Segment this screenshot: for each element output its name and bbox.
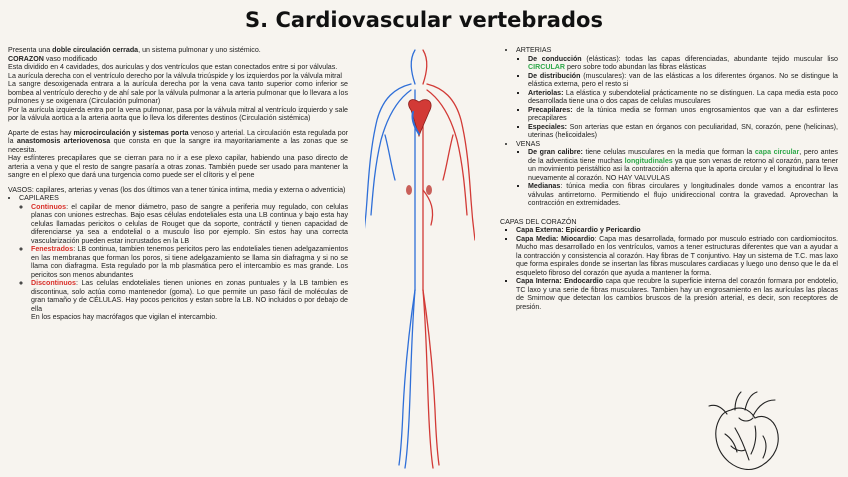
corazon-line [8, 55, 348, 64]
micro-mid: venoso y arterial. La circulación esta regulada por la [8, 128, 349, 145]
especiales-item [528, 123, 838, 140]
circular-highlight: CIRCULAR [528, 63, 566, 71]
gran-calibre-pre: tiene celulas musculares en la media que forman la [582, 148, 755, 156]
fenestrados-text: : LB continua, tambien tenemos pericitos pero las endoteliales tienen adelgazamientos en las membranas que forman los poros, si tiene adelgazamiento se llama sin diafragma y si no se llama con diafragma. Esta regulado por la mb plasmática pero el intercambio es mas grande. Los pericitos son menos abundantes [31, 245, 348, 279]
capas-title: CAPAS DEL CORAZÓN [500, 217, 577, 226]
precapilares-text: de la túnica media se forman unos engrosamientos que van a dar esfínteres precapilares [528, 105, 838, 122]
continuos-label: Continuos [31, 202, 67, 211]
capa-circular-highlight: capa circular [754, 148, 800, 156]
capa-media-label: Capa Media: Miocardio [516, 234, 595, 243]
especiales-text: Son arterias que estan en órganos con peculiaridad, SN, corazón, pene (helicinas), uterinas (helicoidales) [528, 122, 838, 139]
continuos-text: : el capilar de menor diámetro, paso de sangre a periferia muy regulado, con celulas planas con uniones estrechas. Bajo esas células endoteliales esta una LB continua y bajo esta hay celulas llamadas pericitos o celulas de Rouget que da soporte, contráctil y tienen capacidad de diferenciarse ya sea a endotelial o a musculo liso por ejemplo. Sin estos hay una correcta vascularización pueden estar incrustados en la LB [31, 202, 348, 245]
capilares-list [8, 194, 348, 322]
arterias-item [516, 46, 838, 140]
precapilares-label: Precapilares: [528, 105, 573, 114]
paragraph-cavidades: Esta dividido en 4 cavidades, dos auriculas y dos ventrículos que estan conectados entre si por válvulas. [8, 63, 338, 71]
capa-interna-label: Capa Interna: Endocardio [516, 277, 604, 285]
discontinuos-extra: En los espacios hay macrófagos que vigilan el intercambio. [31, 313, 218, 321]
discontinuos-text: : Las celulas endoteliales tienen uniones en zonas puntuales y la LB tambien es discontinua, solo actúa como mantenedor (goma). Lo que permite un paso fácil de moléculas de gran tamaño y de CÉLULAS. Hay pocos pericitos y estan sobre la LB. NO incluidos o por debajo de ella [31, 279, 348, 313]
capas-list [505, 226, 838, 311]
capa-media-text: : Capa mas desarrollada, formado por musculo estriado con cardiomiocitos. Mucho mas desarrollado en los ventrículos, vamos a tener estructuras diferentes que van a ayudar a la contracción y consistencia al corazón. Hay fibras de T conjuntivo. Hay un sistema de T.C. mas laxo que forma espirales donde se insertan las fibras musculares cardiacas y luego uno denso que le da el esqueleto fibroso del corazón que ayuda a mantener la forma. [516, 234, 838, 277]
paragraph-circulacion-pulmonar: La sangre desoxigenada entrara a la aurícula derecha por la vena cava tanto superior como inferior se bombea al ventrículo derecho y de ahí sale por la válvula pulmonar a la arteria pulmonar que lo llevara a los pulmones y se oxigenara (Circulación pulmonar) [8, 80, 348, 105]
intro-bold: doble circulación cerrada [52, 46, 139, 54]
arterias-types [516, 55, 838, 140]
intro-post: , un sistema pulmonar y uno sistémico. [138, 46, 261, 54]
especiales-label: Especiales: [528, 122, 568, 131]
arteries [423, 50, 475, 468]
medianas-label: Medianas [528, 182, 561, 190]
circulatory-system-illustration [365, 40, 475, 470]
distribucion-text: (musculares): van de las elásticas a los diferentes órganos. No se distingue la elástica externa, pero el resto si [528, 71, 838, 88]
left-kidney-shape [406, 185, 412, 195]
page-title: S. Cardiovascular vertebrados [245, 8, 603, 32]
micro-post: que consta en que la sangre ira mayoritariamente a las zonas que se necesita. [8, 137, 348, 154]
conduccion-label: De conducción [528, 54, 582, 63]
corazon-post: vaso modificado [43, 54, 98, 63]
capilares-item [19, 194, 348, 322]
right-kidney-shape [426, 185, 432, 195]
capa-interna-text: capa que recubre la superficie interna del corazón formara por endotelio, TC laxo y una serie de fibras musculares. Tambien hay un engrosamiento en las aurículas las placas de Smirnow que detectan los cambios bruscos de la presión arterial, es decir, son receptores de presión. [516, 277, 838, 311]
venas-item [516, 140, 838, 208]
conduccion-post: pero sobre todo abundan las fibras elásticas [565, 63, 707, 71]
conduccion-item [528, 55, 838, 72]
capa-media-item [516, 235, 838, 278]
conduccion-pre: (elásticas): todas las capas diferenciadas, abundante tejido muscular liso [581, 54, 838, 63]
venas-label: VENAS [516, 139, 541, 148]
distribucion-item [528, 72, 838, 89]
arteriolas-label: Arteriolas: [528, 88, 564, 97]
anastomosis-bold: anastomosis arteriovenosa [16, 137, 111, 145]
paragraph-circulacion-sistemica: Por la aurícula izquierda entra por la vena pulmonar, pasa por la válvula mitral al ventrículo izquierdo y sale por la válvula aortica a la arteria aorta que lo lleva los diferentes destinos (Circulación sistémica) [8, 105, 348, 122]
precapilares-item [528, 106, 838, 123]
distribucion-label: De distribución [528, 71, 581, 80]
heart-sketch-icon [705, 388, 787, 474]
capilares-label: CAPILARES [19, 194, 59, 202]
paragraph-esfinteres: Hay esfínteres precapilares que se cierran para no ir a ese plexo capilar, habiendo una paso directo de arteria a vena y que el resto de sangre pasaría a otras zonas. También puede ser usado para mantener la sangre en el plexo que dará una turgencia como puede ser el clítoris y el pene [8, 154, 348, 179]
micro-pre: Aparte de estas hay [8, 128, 74, 137]
discontinuos-item [31, 279, 348, 322]
continuos-item [31, 203, 348, 246]
capa-interna-item [516, 277, 838, 311]
gran-calibre-label: De gran calibre: [528, 148, 583, 156]
venas-types [516, 148, 838, 208]
fenestrados-label: Fenestrados [31, 245, 74, 253]
arteriolas-item [528, 89, 838, 106]
gran-calibre-item [528, 148, 838, 182]
fenestrados-item [31, 245, 348, 279]
left-column [8, 46, 348, 322]
corazon-label: CORAZON [8, 54, 44, 63]
right-column [500, 46, 838, 311]
capilares-types [19, 203, 348, 322]
medianas-item [528, 182, 838, 208]
arteriolas-text: La elástica y subendotelial prácticamente no se distinguen. La capa media esta poco desarrollada tiene una o dos capas de celulas musculares [528, 88, 838, 105]
paragraph-valvulas: La aurícula derecha con el ventrículo derecho por la válvula tricúspide y los izquierdos por la válvula mitral [8, 71, 342, 80]
capa-externa-item: ▪ Capa Externa: Epicardio y Pericardio [516, 226, 838, 235]
micro-bold: microcirculación y sistemas porta [73, 128, 189, 137]
intro-line [8, 46, 348, 55]
longitudinales-highlight: longitudinales [624, 156, 673, 165]
intro-pre: Presenta una [8, 46, 53, 54]
discontinuos-label: Discontinuos [31, 279, 76, 287]
arterias-list [505, 46, 838, 208]
arterias-label: ARTERIAS [516, 46, 552, 54]
paragraph-microcirculacion [8, 129, 348, 155]
medianas-text: : túnica media con fibras circulares y longitudinales donde vamos a encontrar las válvulas antirretorno. Permitiendo el flujo unidireccional contra la gravedad. Aprovechan la contracción en extremidades. [528, 182, 838, 207]
gran-calibre-post: ya que son venas de retorno al corazón, para tener un movimiento peristáltico asi la contracción alterna que la aporta circular y el longitudinal lo lleva nuevamente al corazón. NO HAY VALVULAS [528, 156, 838, 182]
veins [365, 50, 415, 468]
gran-calibre-mid: , pero antes de la adventicia tiene muchas [528, 148, 838, 165]
paragraph-vasos: VASOS: capilares, arterias y venas (los dos últimos van a tener túnica intima, media y externa o adventicia) [8, 185, 346, 194]
